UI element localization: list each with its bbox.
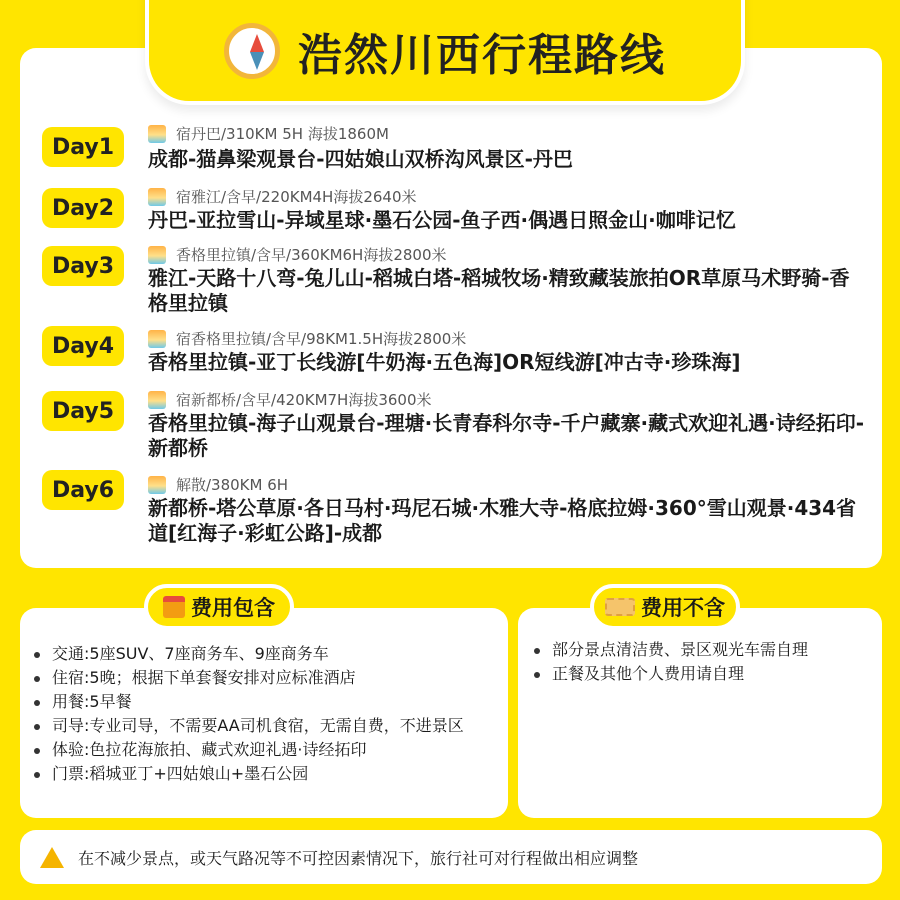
warning-icon	[40, 847, 64, 868]
list-item: 司导:专业司导，不需要AA司机食宿，无需自费，不进景区	[30, 714, 500, 738]
day-info-text: 宿丹巴/310KM 5H 海拔1860M	[176, 125, 389, 143]
day-info-text: 宿新都桥/含早/420KM7H海拔3600米	[176, 391, 432, 409]
compass-icon	[224, 23, 280, 79]
sunrise-icon	[148, 246, 166, 264]
included-list	[30, 642, 500, 786]
ticket-icon	[605, 598, 635, 616]
excluded-title: 费用不含	[641, 596, 725, 620]
day-route: 成都-猫鼻梁观景台-四姑娘山双桥沟风景区-丹巴	[148, 147, 573, 171]
list-item: 用餐:5早餐	[30, 690, 500, 714]
itinerary-card	[20, 48, 882, 568]
day-info	[148, 186, 417, 207]
page-title: 浩然川西行程路线	[298, 29, 666, 81]
day-info	[148, 123, 389, 144]
list-item: 交通:5座SUV、7座商务车、9座商务车	[30, 642, 500, 666]
day-badge: Day4	[42, 326, 124, 366]
day-badge: Day6	[42, 470, 124, 510]
day-info	[148, 244, 447, 265]
day-info-text: 解散/380KM 6H	[176, 476, 289, 494]
sunrise-icon	[148, 476, 166, 494]
list-item: 体验:色拉花海旅拍、藏式欢迎礼遇·诗经拓印	[30, 738, 500, 762]
excluded-card	[518, 608, 882, 818]
sunrise-icon	[148, 188, 166, 206]
day-route: 新都桥-塔公草原·各日马村·玛尼石城·木雅大寺-格底拉姆·360°雪山观景·434省道[红海子·彩虹公路]-成都	[148, 496, 857, 545]
day-badge: Day2	[42, 188, 124, 228]
day-info-text: 香格里拉镇/含早/360KM6H海拔2800米	[176, 246, 447, 264]
title-banner	[145, 0, 745, 105]
sunrise-icon	[148, 330, 166, 348]
day-route: 雅江-天路十八弯-兔儿山-稻城白塔-稻城牧场·精致藏装旅拍OR草原马术野骑-香格里拉镇	[148, 266, 850, 315]
notice-text: 在不减少景点，或天气路况等不可控因素情况下，旅行社可对行程做出相应调整	[78, 848, 639, 868]
day-badge: Day5	[42, 391, 124, 431]
day-info-text: 宿雅江/含早/220KM4H海拔2640米	[176, 188, 417, 206]
day-info	[148, 474, 288, 495]
list-item: 住宿:5晚；根据下单套餐安排对应标准酒店	[30, 666, 500, 690]
excluded-label	[590, 584, 740, 630]
included-label	[144, 584, 294, 630]
day-route: 香格里拉镇-亚丁长线游[牛奶海·五色海]OR短线游[冲古寺·珍珠海]	[148, 350, 741, 374]
gift-icon	[163, 596, 185, 618]
day-route: 香格里拉镇-海子山观景台-理塘·长青春科尔寺-千户藏寨·藏式欢迎礼遇·诗经拓印-新都桥	[148, 411, 864, 460]
day-info	[148, 328, 466, 349]
list-item: 部分景点清洁费、景区观光车需自理	[530, 638, 875, 662]
list-item: 门票:稻城亚丁+四姑娘山+墨石公园	[30, 762, 500, 786]
notice-bar	[20, 830, 882, 884]
sunrise-icon	[148, 125, 166, 143]
included-card	[20, 608, 508, 818]
day-badge: Day1	[42, 127, 124, 167]
sunrise-icon	[148, 391, 166, 409]
day-route: 丹巴-亚拉雪山-异域星球·墨石公园-鱼子西·偶遇日照金山·咖啡记忆	[148, 208, 736, 232]
day-info-text: 宿香格里拉镇/含早/98KM1.5H海拔2800米	[176, 330, 467, 348]
day-badge: Day3	[42, 246, 124, 286]
day-info	[148, 389, 432, 410]
excluded-list	[530, 638, 875, 686]
included-title: 费用包含	[191, 596, 275, 620]
list-item: 正餐及其他个人费用请自理	[530, 662, 875, 686]
